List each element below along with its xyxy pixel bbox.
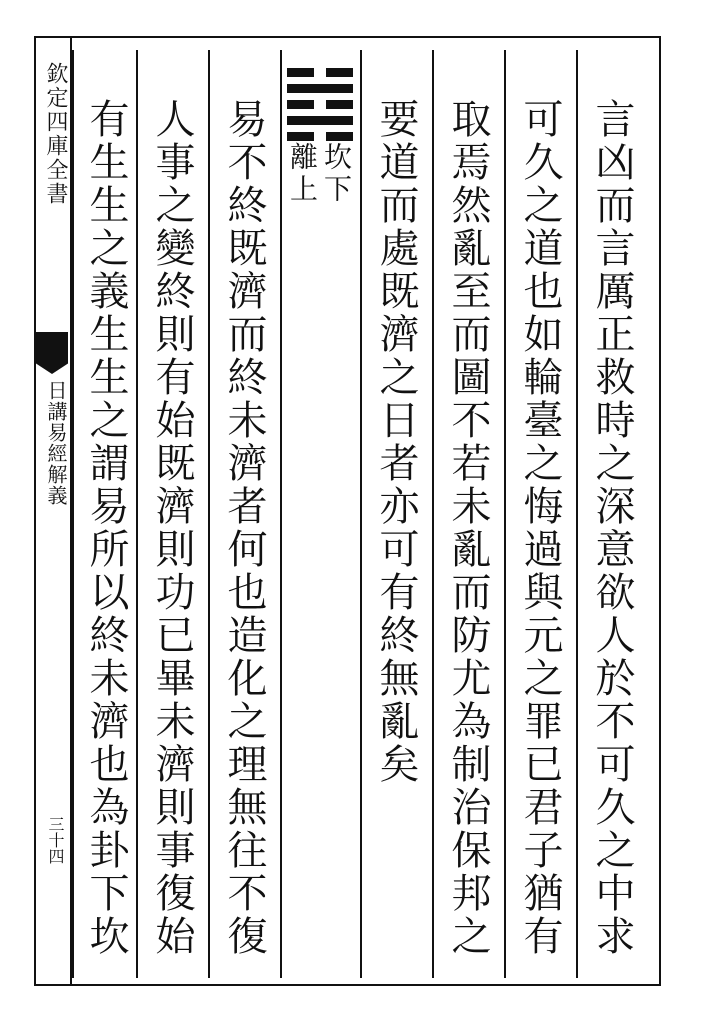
hexagram-line [287,84,353,93]
lower-trigram-label: 坎下 [320,142,353,206]
column-rule [576,50,578,978]
text-block [72,50,647,978]
page-margin [34,36,72,986]
upper-trigram-label: 離上 [286,142,319,206]
hexagram-line [287,100,353,109]
fish-tail-mark [36,332,68,374]
text-column-6: 人事之變終則有始既濟則功已畢未濟則事復始 [149,98,195,958]
hexagram-line [287,116,353,125]
column-rule [504,50,506,978]
column-rule [360,50,362,978]
column-rule [280,50,282,978]
text-column-2: 可久之道也如輪臺之悔過與元之罪已君子猶有 [517,98,563,958]
collection-title: 欽定四庫全書 [43,62,68,206]
book-title: 日講易經解義 [44,380,68,506]
hexagram-symbol [287,68,353,148]
hexagram-line [287,132,353,141]
text-column-1: 言凶而言厲正救時之深意欲人於不可久之中求 [589,98,635,958]
page-number: 三十四 [46,816,65,864]
column-rule [432,50,434,978]
column-rule [72,50,74,978]
column-rule [136,50,138,978]
text-column-7: 有生生之義生生之謂易所以終未濟也為卦下坎 [83,98,129,958]
column-rule [208,50,210,978]
text-column-3: 取焉然亂至而圖不若未亂而防尤為制治保邦之 [445,98,491,958]
text-column-4: 要道而處既濟之日者亦可有終無亂矣 [373,98,419,786]
text-column-5: 易不終既濟而終未濟者何也造化之理無往不復 [221,98,267,958]
hexagram-line [287,68,353,77]
